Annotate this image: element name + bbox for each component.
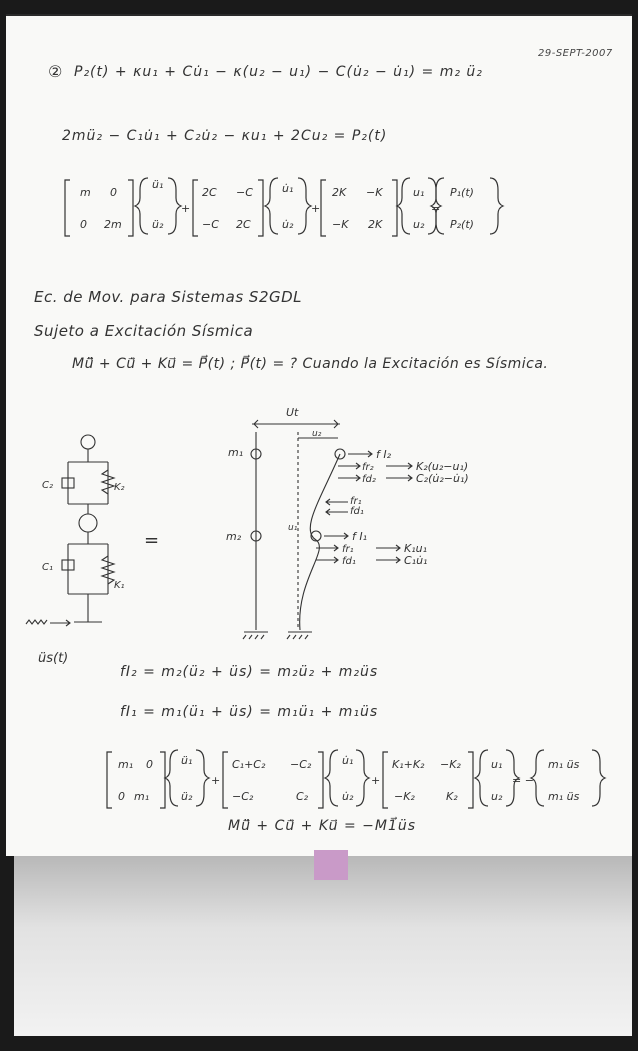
damp-12: −C₂ xyxy=(290,758,312,771)
label-fd2-eq: C₂(u̇₂−u̇₁) xyxy=(416,472,469,485)
page-underneath xyxy=(14,856,632,1036)
vel-1: u̇₁ xyxy=(342,754,354,767)
damp-22: 2C xyxy=(236,218,251,231)
label-fi2: f I₂ xyxy=(376,448,392,461)
equation-2: 2mü₂ − C₁u̇₁ + C₂u̇₂ − κu₁ + 2Cu₂ = P₂(t) xyxy=(62,128,388,144)
mass-m21: 0 xyxy=(80,218,87,231)
stiff-11: 2K xyxy=(332,186,347,199)
matrix-equation-1 xyxy=(0,170,638,250)
label-spring-k2: K₂ xyxy=(114,482,125,493)
plus-sign: + xyxy=(311,202,321,215)
damp-22: C₂ xyxy=(296,790,309,803)
equation-1: P₂(t) + κu₁ + Cu̇₁ − κ(u₂ − u₁) − C(u̇₂ − u̇₁) = m₂ ü₂ xyxy=(74,64,483,80)
mass-m1-node xyxy=(79,514,97,532)
label-fd1-eq: C₁u̇₁ xyxy=(404,554,428,567)
plus-sign: + xyxy=(371,774,381,787)
label-fr2-eq: K₂(u₂−u₁) xyxy=(416,460,469,473)
stiff-22: K₂ xyxy=(446,790,458,803)
acc-2: ü₂ xyxy=(181,790,193,803)
acc-1: ü₁ xyxy=(152,178,164,191)
equals-negative: = − xyxy=(512,774,534,787)
label-m1: m₁ xyxy=(228,446,244,459)
label-fr2: fr₂ xyxy=(362,462,374,473)
force-1: m₁ üs xyxy=(548,758,580,771)
stiff-22: 2K xyxy=(368,218,383,231)
pink-tab xyxy=(314,850,348,880)
equals-sign: = xyxy=(431,202,441,215)
disp-2: u₂ xyxy=(413,218,425,231)
damp-21: −C xyxy=(202,218,219,231)
disp-1: u₁ xyxy=(413,186,425,199)
stiff-11: K₁+K₂ xyxy=(392,758,425,771)
stiff-12: −K₂ xyxy=(440,758,461,771)
label-spring-c1: C₁ xyxy=(42,562,53,573)
label-ground-acc: üs(t) xyxy=(38,651,69,666)
damp-12: −C xyxy=(236,186,253,199)
force-2: m₁ üs xyxy=(548,790,580,803)
damp-11: 2C xyxy=(202,186,217,199)
mass-m12: 0 xyxy=(146,758,153,771)
label-fr1-left: fr₁ xyxy=(350,496,362,507)
label-fi1: f I₁ xyxy=(352,530,368,543)
label-fr1: fr₁ xyxy=(342,544,354,555)
label-ut: Ut xyxy=(286,406,299,419)
equation-fi1: fI₁ = m₁(ü₁ + üs) = m₁ü₁ + m₁üs xyxy=(120,704,379,720)
equation-3: Mü⃗ + Cu̇⃗ + Ku⃗ = P⃗(t) ; P⃗(t) = ? Cuando la Excitación es Sísmica. xyxy=(72,356,549,372)
disp-1: u₁ xyxy=(491,758,503,771)
mass-m11: m₁ xyxy=(118,758,134,771)
acc-2: ü₂ xyxy=(152,218,164,231)
ground-motion-zigzag xyxy=(26,620,47,624)
disp-2: u₂ xyxy=(491,790,503,803)
label-u1: u₁ xyxy=(288,523,298,533)
stiff-21: −K xyxy=(332,218,349,231)
heading-seismic-excitation: Sujeto a Excitación Sísmica xyxy=(34,322,254,340)
label-m2: m₂ xyxy=(226,530,242,543)
stiff-21: −K₂ xyxy=(394,790,415,803)
label-fd2: fd₂ xyxy=(362,474,376,485)
equation-fi2: fI₂ = m₂(ü₂ + üs) = m₂ü₂ + m₂üs xyxy=(120,664,379,680)
label-spring-k1: K₁ xyxy=(114,580,125,591)
force-1: P₁(t) xyxy=(450,186,474,199)
mass-m22: m₁ xyxy=(134,790,150,803)
stiff-12: −K xyxy=(366,186,383,199)
equals-sign: = xyxy=(144,530,160,551)
label-spring-c2: C₂ xyxy=(42,480,53,491)
mass-m22: 2m xyxy=(104,218,122,231)
damp-11: C₁+C₂ xyxy=(232,758,266,771)
plus-sign: + xyxy=(211,774,221,787)
vel-1: u̇₁ xyxy=(282,182,294,195)
equation-number: ② xyxy=(48,62,63,81)
date: 29-SEPT-2007 xyxy=(538,48,613,59)
matrix-equation-2 xyxy=(0,742,638,822)
damp-21: −C₂ xyxy=(232,790,254,803)
label-fd1-left: fd₁ xyxy=(350,506,364,517)
plus-sign: + xyxy=(181,202,191,215)
mass-m12: 0 xyxy=(110,186,117,199)
heading-equations-of-motion: Ec. de Mov. para Sistemas S2GDL xyxy=(34,288,303,306)
mass-m11: m xyxy=(80,186,91,199)
two-dof-diagram xyxy=(0,380,638,670)
label-fr1-eq: K₁u₁ xyxy=(404,542,428,555)
label-fd1: fd₁ xyxy=(342,556,356,567)
equation-final: Mü⃗ + Cu̇⃗ + Ku⃗ = −M1⃗üs xyxy=(228,818,417,834)
vel-2: u̇₂ xyxy=(342,790,354,803)
mass-m21: 0 xyxy=(118,790,125,803)
force-2: P₂(t) xyxy=(450,218,474,231)
label-u2: u₂ xyxy=(312,429,322,439)
acc-1: ü₁ xyxy=(181,754,193,767)
vel-2: u̇₂ xyxy=(282,218,294,231)
top-node xyxy=(81,435,95,449)
deformed-column xyxy=(300,454,340,630)
